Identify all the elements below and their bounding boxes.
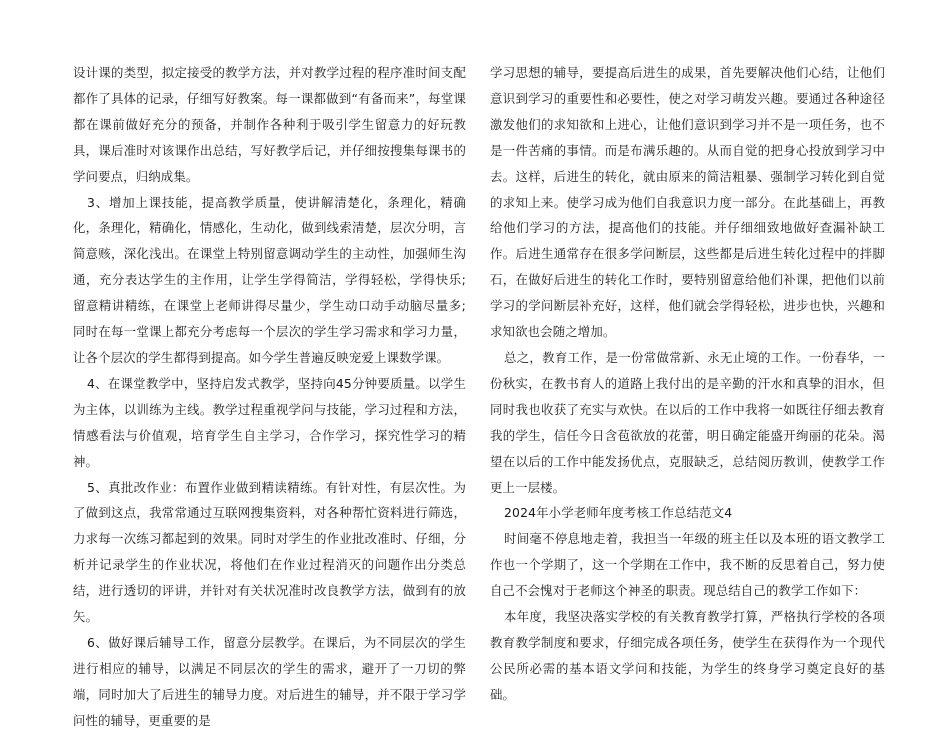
paragraph: 总之，教育工作，是一份常做常新、永无止境的工作。一份春华，一份秋实，在教书育人的道路上我付出的是辛勤的汗水和真挚的泪水，但同时我也收获了充实与欢快。在以后的工作中我将一如既往仔细去教育我的学生，信任今日含苞欲放的花蕾，明日确定能盛开绚丽的花朵。渴望在以后的工作中能发扬优点，克服缺乏，总结阅历教训，使教学工作更上一层楼。 <box>490 349 885 495</box>
section-heading: 2024年小学老师年度考核工作总结范文4 <box>504 505 733 521</box>
paragraph: 时间毫不停息地走着，我担当一年级的班主任以及本班的语文教学工作也一个学期了，这一个学期在工作中，我不断的反思着自己，努力使自己不会愧对于老师这个神圣的职责。现总结自己的教学工作如下： <box>490 531 885 599</box>
paragraph: 学习思想的辅导，要提高后进生的成果，首先要解决他们心结，让他们意识到学习的重要性和必要性，使之对学习萌发兴趣。要通过各种途径激发他们的求知欲和上进心，让他们意识到学习并不是一项任务，也不是一件苦痛的事情。而是布满乐趣的。从而自觉的把身心投放到学习中去。这样，后进生的转化，就由原来的简洁粗暴、强制学习转化到自觉的求知上来。使学习成为他们自我意识力度一部分。在此基础上，再教给他们学习的方法，提高他们的技能。并仔细细致地做好查漏补缺工作。后进生通常存在很多学问断层，这些都是后进生转化过程中的拌脚石，在做好后进生的转化工作时，要特别留意给他们补课，把他们以前学习的学问断层补充好，这样，他们就会学得轻松，进步也快，兴趣和求知欲也会随之增加。 <box>490 65 885 340</box>
paragraph: 3、增加上课技能，提高教学质量，使讲解清楚化，条理化，精确化，条理化，精确化，情感化，生动化，做到线索清楚，层次分明，言简意赅，深化浅出。在课堂上特别留意调动学生的主动性，加强师生沟通，充分表达学生的主作用，让学生学得简洁，学得轻松，学得快乐;留意精讲精练，在课堂上老师讲得尽量少，学生动口动手动脑尽量多;同时在每一堂课上都充分考虑每一个层次的学生学习需求和学习力量，让各个层次的学生都得到提高。如今学生普遍反映宠爱上课数学课。 <box>73 194 466 365</box>
paragraph: 设计课的类型，拟定接受的教学方法，并对教学过程的程序准时间支配都作了具体的记录，仔细写好教案。每一课都做到“有备而来”，每堂课都在课前做好充分的预备，并制作各种利于吸引学生留意力的好玩教具，课后准时对该课作出总结，写好教学后记，并仔细按搜集每课书的学问要点，归纳成集。 <box>73 65 466 184</box>
paragraph: 6、做好课后辅导工作，留意分层教学。在课后，为不同层次的学生进行相应的辅导，以满足不同层次的学生的需求，避开了一刀切的弊端，同时加大了后进生的辅导力度。对后进生的辅导，并不限于学习学问性的辅导，更重要的是 <box>73 634 466 728</box>
paragraph: 4、在课堂教学中，坚持启发式教学，坚持向45分钟要质量。以学生为主体，以训练为主线。教学过程重视学问与技能，学习过程和方法，情感看法与价值观，培育学生自主学习，合作学习，探究性学习的精神。 <box>73 375 466 469</box>
right-column <box>490 60 885 708</box>
left-column <box>73 60 466 734</box>
paragraph: 本年度，我坚决落实学校的有关教育教学打算，严格执行学校的各项教育教学制度和要求，仔细完成各项任务，使学生在获得作为一个现代公民所必需的基本语文学问和技能，为学生的终身学习奠定良好的基础。 <box>490 609 885 702</box>
paragraph: 5、真批改作业：布置作业做到精读精练。有针对性，有层次性。为了做到这点，我常常通过互联网搜集资料，对各种帮忙资料进行筛选，力求每一次练习都起到的效果。同时对学生的作业批改准时、仔细，分析并记录学生的作业状况，将他们在作业过程消灭的问题作出分类总结，进行透切的评讲，并针对有关状况准时改良教学方法，做到有的放矢。 <box>73 479 466 625</box>
